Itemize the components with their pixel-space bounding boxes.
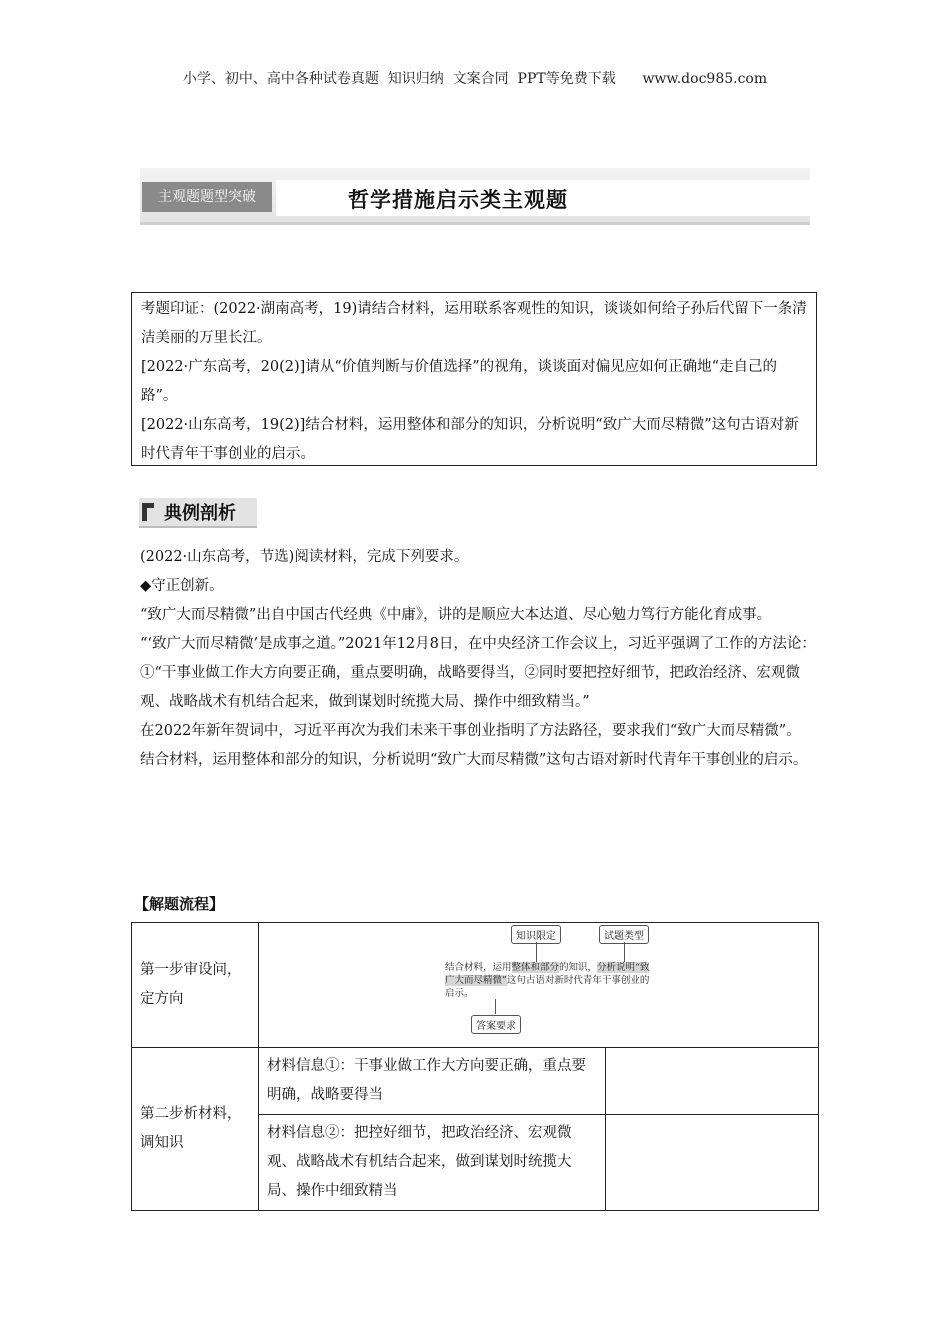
answer-requirement-tag: 答案要求 [471,1015,521,1034]
solution-flow-table [131,922,819,1211]
material-block [140,543,816,775]
table-row [132,1048,819,1115]
section-heading [139,498,257,528]
section-title: 典例剖析 [164,503,236,524]
exam-line-guangdong: [2022·广东高考，20(2)]请从“价值判断与价值选择”的视角，谈谈面对偏见应如何正确地“走自己的路”。 [141,359,778,404]
diagram-question-text [445,961,655,1000]
site-header: 小学、初中、高中各种试卷真题 知识归纳 文案合同 PPT等免费下载 www.doc985.com [182,71,768,87]
corner-bracket-icon [142,503,154,521]
empty-cell [606,1115,819,1211]
diagram-highlight: 分析说明 [597,962,636,973]
material-paragraph: “致广大而尽精微”出自中国古代经典《中庸》，讲的是顺应大本达道、尽心勉力笃行方能化育成事。 [140,607,772,623]
connector-line [624,942,625,963]
material-subtitle: ◆守正创新。 [140,578,224,594]
step2-cell: 第二步析材料，调知识 [132,1048,259,1211]
topic-banner [140,168,810,225]
solution-flow-label: 【解题流程】 [134,895,225,913]
material-info-1: 材料信息①：干事业做工作大方向要正确，重点要明确，战略要得当 [259,1048,606,1115]
diagram-text: 结合材料，运用 [445,962,512,973]
banner-tag: 主观题题型突破 [142,182,272,212]
step1-cell: 第一步审设问，定方向 [132,923,259,1048]
empty-cell [606,1048,819,1115]
exam-reference-box [131,292,817,466]
question-analysis-diagram [259,923,819,1048]
connector-line [536,942,537,963]
material-info-2: 材料信息②：把控好细节，把政治经济、宏观微观、战略战术有机结合起来，做到谋划时统揽大局、操作中细致精当 [259,1115,606,1211]
material-paragraph: 在2022年新年贺词中，习近平再次为我们未来干事创业指明了方法路径，要求我们“致广大而尽精微”。 [140,723,801,739]
diagram-highlight: 整体和部分 [511,962,560,973]
material-source: (2022·山东高考，节选)阅读材料，完成下列要求。 [140,549,469,565]
question-text: 结合材料，运用整体和部分的知识，分析说明“致广大而尽精微”这句古语对新时代青年干事创业的启示。 [140,752,808,768]
diagram-text: 的知识， [559,962,598,973]
exam-line-shandong: [2022·山东高考，19(2)]结合材料，运用整体和部分的知识，分析说明“致广大而尽精微”这句古语对新时代青年干事创业的启示。 [141,417,799,462]
exam-line-hunan: 考题印证：(2022·湖南高考，19)请结合材料，运用联系客观性的知识，谈谈如何给子孙后代留下一条清洁美丽的万里长江。 [141,301,807,346]
page-title: 哲学措施启示类主观题 [348,188,568,212]
knowledge-limit-tag: 知识限定 [511,925,561,944]
table-row [132,923,819,1048]
material-paragraph: “‘致广大而尽精微’是成事之道。”2021年12月8日，在中央经济工作会议上，习近平强调了工作的方法论：①“干事业做工作大方向要正确，重点要明确，战略要得当，②同时要把控好细节，把政治经济、宏观微观、战略战术有机结合起来，做到谋划时统揽大局、操作中细致精当。” [140,636,816,710]
connector-line [495,999,496,1014]
diagram-text: 这句古语对新时代青年干事创业的启示。 [445,975,650,999]
diagram-highlight: “致广大而尽精微” [445,962,650,986]
banner-title-box [276,180,810,216]
question-type-tag: 试题类型 [599,925,649,944]
